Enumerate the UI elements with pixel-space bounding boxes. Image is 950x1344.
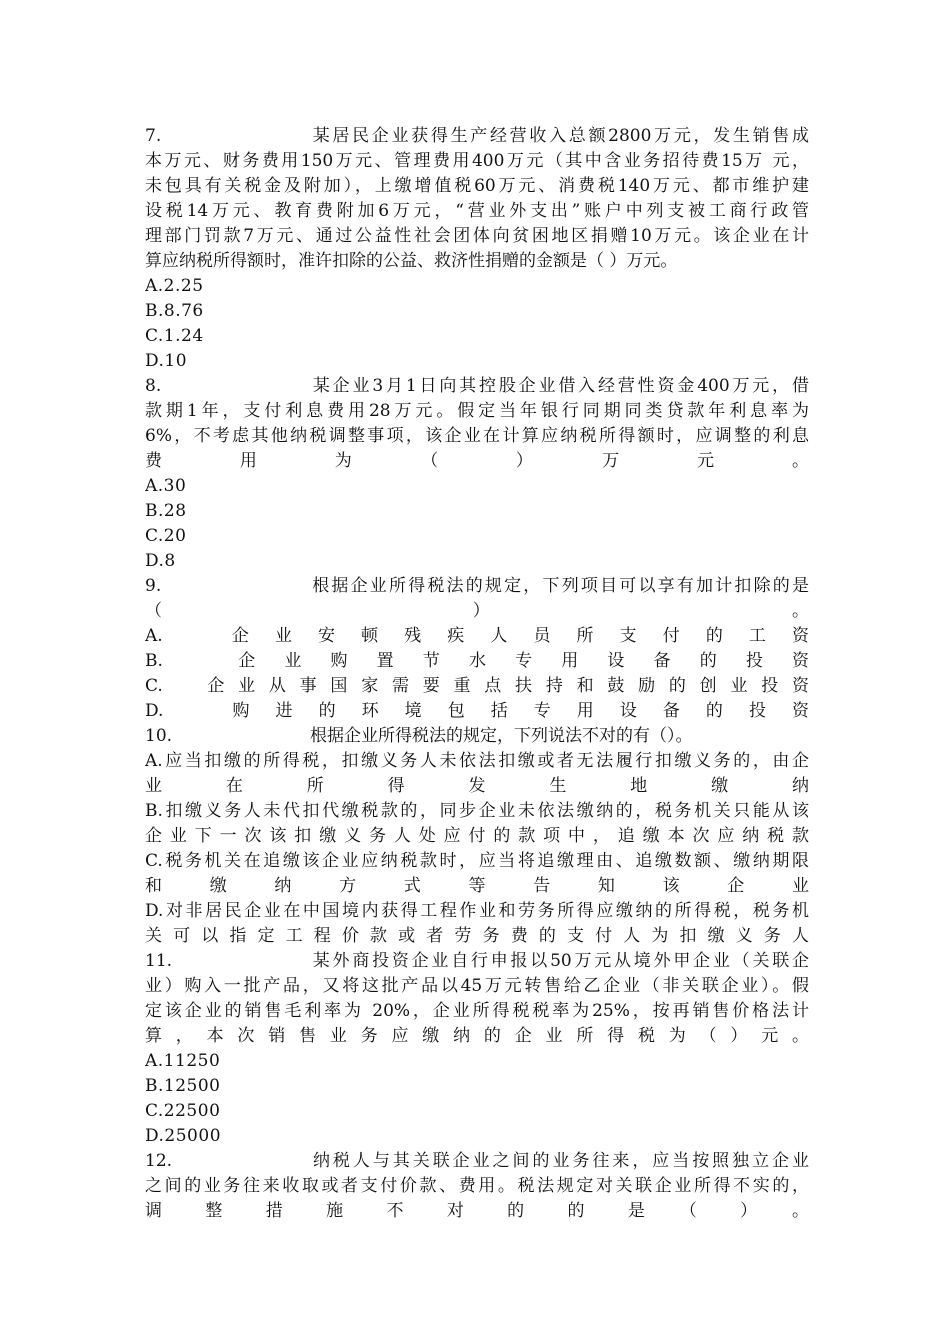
question-7-line-1: 7. 某居民企业获得生产经营收入总额2800万元，发生销售成 bbox=[145, 124, 809, 149]
question-number: 11. bbox=[145, 951, 173, 971]
option-d: D.25000 bbox=[145, 1126, 222, 1146]
option-d: D.对非居民企业在中国境内获得工程作业和劳务所得应缴纳的所得税，税务机 bbox=[145, 901, 809, 921]
option-b-cont: 企业下一次该扣缴义务人处应付的款项中，追缴本次应纳税款 bbox=[145, 826, 809, 846]
question-12-line-1: 12. 纳税人与其关联企业之间的业务往来，应当按照独立企业 bbox=[145, 1149, 809, 1174]
option-d: D.10 bbox=[145, 351, 188, 371]
document-body bbox=[145, 124, 809, 1224]
question-number: 9. bbox=[145, 576, 162, 596]
question-8-line: 6%，不考虑其他纳税调整事项，该企业在计算应纳税所得额时，应调整的利息 bbox=[145, 426, 809, 446]
option-a: A.11250 bbox=[145, 1051, 221, 1071]
option-a: A.30 bbox=[145, 476, 187, 496]
option-a-cont: 业 在 所 得 发 生 地 缴 纳 bbox=[145, 776, 809, 796]
option-a: A. 企业安顿残疾人员所支付的工资 bbox=[145, 626, 809, 646]
option-b: B.28 bbox=[145, 501, 187, 521]
option-d-cont: 关可以指定工程价款或者劳务费的支付人为扣缴义务人 bbox=[145, 926, 809, 946]
question-8-line: 款期1年，支付利息费用28万元。假定当年银行同期同类贷款年利息率为 bbox=[145, 401, 809, 421]
question-7-line: 算应纳税所得额时，准许扣除的公益、救济性捐赠的金额是（ ）万元。 bbox=[145, 251, 678, 271]
option-c-cont: 和 缴 纳 方 式 等 告 知 该 企 业 bbox=[145, 876, 809, 896]
option-b: B. 企业购置节水专用设备的投资 bbox=[145, 651, 809, 671]
question-number: 8. bbox=[145, 376, 162, 396]
question-number: 7. bbox=[145, 126, 162, 146]
option-b: B.8.76 bbox=[145, 301, 204, 321]
option-c: C.税务机关在追缴该企业应纳税款时，应当将追缴理由、追缴数额、缴纳期限 bbox=[145, 851, 809, 871]
question-9-line: （ ） 。 bbox=[145, 601, 809, 621]
option-c: C.22500 bbox=[145, 1101, 221, 1121]
question-number: 10. bbox=[145, 726, 173, 746]
question-number: 12. bbox=[145, 1151, 173, 1171]
option-d: D. 购进的环境包括专用设备的投资 bbox=[145, 701, 809, 721]
question-8-line: 费 用 为 （ ） 万 元 。 bbox=[145, 451, 809, 471]
question-12-line: 之间的业务往来收取或者支付价款、费用。税法规定对关联企业所得不实的， bbox=[145, 1176, 809, 1196]
option-c: C.1.24 bbox=[145, 326, 204, 346]
question-11-line: 算，本次销售业务应缴纳的企业所得税为（）元。 bbox=[145, 1026, 809, 1046]
question-9-line-1: 9. 根据企业所得税法的规定，下列项目可以享有加计扣除的是 bbox=[145, 574, 809, 599]
question-7-line: 未包具有关税金及附加），上缴增值税60万元、消费税140万元、都市维护建 bbox=[145, 176, 809, 196]
option-c: C. 企业从事国家需要重点扶持和鼓励的创业投资 bbox=[145, 676, 809, 696]
option-a: A.应当扣缴的所得税，扣缴义务人未依法扣缴或者无法履行扣缴义务的，由企 bbox=[145, 751, 809, 771]
option-b: B.12500 bbox=[145, 1076, 221, 1096]
option-c: C.20 bbox=[145, 526, 187, 546]
question-11-line: 定该企业的销售毛利率为 20%，企业所得税税率为25%，按再销售价格法计 bbox=[145, 1001, 809, 1021]
question-7-line: 设税14万元、教育费附加6万元，“营业外支出”账户中列支被工商行政管 bbox=[145, 201, 809, 221]
option-d: D.8 bbox=[145, 551, 176, 571]
option-a: A.2.25 bbox=[145, 276, 204, 296]
option-b: B.扣缴义务人未代扣代缴税款的，同步企业未依法缴纳的，税务机关只能从该 bbox=[145, 801, 809, 821]
question-11-line-1: 11. 某外商投资企业自行申报以50万元从境外甲企业（关联企 bbox=[145, 949, 809, 974]
question-12-line: 调 整 措 施 不 对 的 的 是 （ ） 。 bbox=[145, 1201, 809, 1221]
question-11-line: 业）购入一批产品，又将这批产品以45万元转售给乙企业（非关联企业）。假 bbox=[145, 976, 809, 996]
question-7-line: 本万元、财务费用150万元、管理费用400万元（其中含业务招待费15万 元， bbox=[145, 151, 809, 171]
question-10-line-1: 10. 根据企业所得税法的规定，下列说法不对的有（）。 bbox=[145, 724, 809, 749]
question-8-line-1: 8. 某企业3月1日向其控股企业借入经营性资金400万元，借 bbox=[145, 374, 809, 399]
question-7-line: 理部门罚款7万元、通过公益性社会团体向贫困地区捐赠10万元。该企业在计 bbox=[145, 226, 809, 246]
